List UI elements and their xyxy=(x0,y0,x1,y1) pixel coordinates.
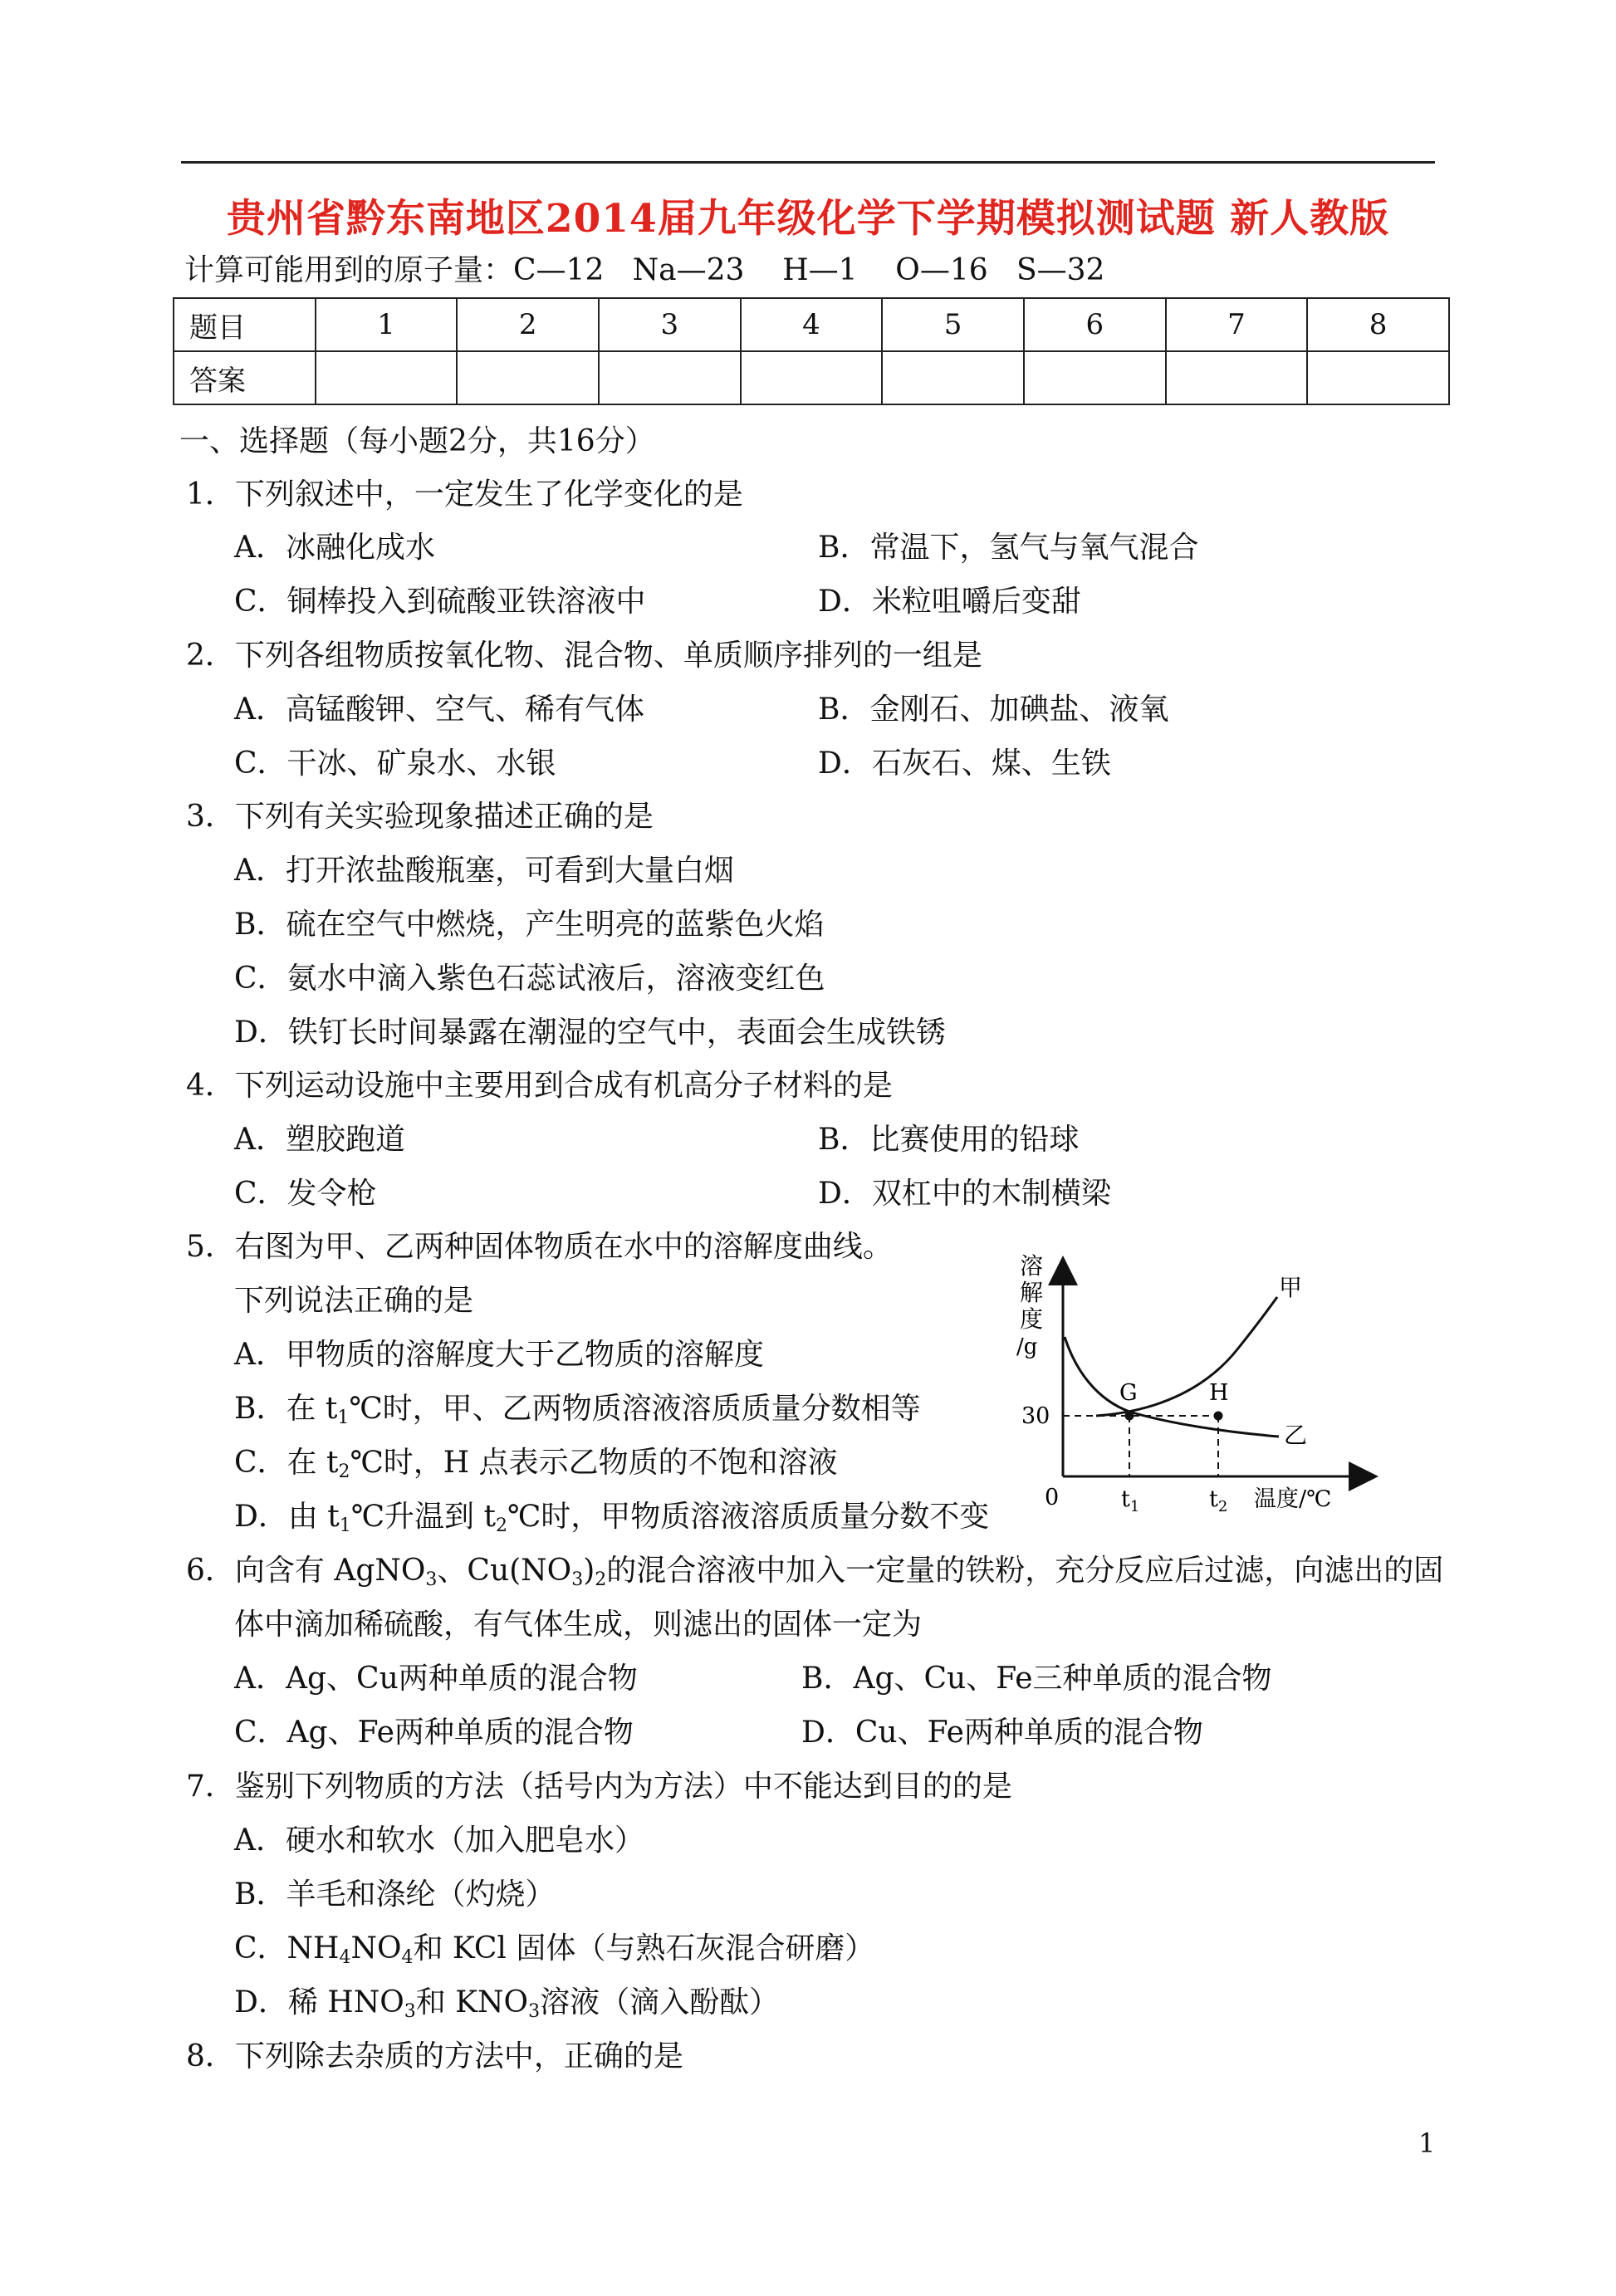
question-5-option-a: A．甲物质的溶解度大于乙物质的溶解度 xyxy=(234,1338,764,1372)
question-2-stem: 2．下列各组物质按氧化物、混合物、单质顺序排列的一组是 xyxy=(186,639,982,673)
question-7-option-c: C．$NH_4NO_4$和 KCl 固体（与熟石灰混合研磨） xyxy=(234,1931,875,1968)
table-answer-label: 答案 xyxy=(174,351,316,404)
question-6-option-b: B．Ag、Cu、Fe三种单质的混合物 xyxy=(801,1662,1272,1696)
table-cell-number: 8 xyxy=(1307,298,1449,351)
solubility-curve-graph xyxy=(1005,1246,1387,1528)
question-4-option-b: B．比赛使用的铅球 xyxy=(818,1123,1080,1157)
table-cell-number: 4 xyxy=(741,298,883,351)
y-label-char-1: 溶 xyxy=(1020,1252,1044,1280)
section-heading: 一、选择题（每小题2分，共16分） xyxy=(179,424,655,458)
table-cell-number: 3 xyxy=(599,298,741,351)
question-2-option-a: A．高锰酸钾、空气、稀有气体 xyxy=(234,693,644,727)
table-row-answers xyxy=(174,351,1449,404)
question-6-option-d: D．Cu、Fe两种单质的混合物 xyxy=(801,1716,1203,1750)
question-7-option-b: B．羊毛和涤纶（灼烧） xyxy=(234,1877,556,1912)
answer-cell[interactable] xyxy=(882,351,1024,404)
question-3-option-d: D．铁钉长时间暴露在潮湿的空气中，表面会生成铁锈 xyxy=(234,1016,946,1050)
question-3-stem: 3．下列有关实验现象描述正确的是 xyxy=(186,800,654,834)
question-2-option-d: D．石灰石、煤、生铁 xyxy=(818,747,1111,781)
question-1-option-a: A．冰融化成水 xyxy=(234,531,435,565)
answer-cell[interactable] xyxy=(316,351,458,404)
y-label-char-4: /g xyxy=(1016,1334,1038,1359)
question-2-option-b: B．金刚石、加碘盐、液氧 xyxy=(818,693,1169,727)
question-7-option-d: D．稀 $HNO_3$和 $KNO_3$溶液（滴入酚酞） xyxy=(234,1985,780,2022)
point-h-label: H xyxy=(1209,1380,1229,1406)
question-7-option-a: A．硬水和软水（加入肥皂水） xyxy=(234,1824,644,1858)
answer-cell[interactable] xyxy=(599,351,741,404)
origin-label: 0 xyxy=(1045,1485,1060,1510)
y-label-char-3: 度 xyxy=(1020,1305,1044,1333)
table-cell-number: 7 xyxy=(1166,298,1308,351)
point-g-marker xyxy=(1125,1412,1134,1421)
question-1-option-d: D．米粒咀嚼后变甜 xyxy=(818,585,1081,619)
question-5-option-b: B．在 $t_1℃$时，甲、乙两物质溶液溶质质量分数相等 xyxy=(234,1392,921,1428)
y-label-char-2: 解 xyxy=(1020,1279,1044,1306)
answer-table xyxy=(173,297,1450,405)
table-cell-number: 6 xyxy=(1024,298,1166,351)
page-number: 1 xyxy=(1418,2127,1436,2159)
question-5-option-c: C．在 $t_2℃$时，H 点表示乙物质的不饱和溶液 xyxy=(234,1446,838,1482)
series-label-yi: 乙 xyxy=(1284,1422,1308,1449)
question-4-option-a: A．塑胶跑道 xyxy=(234,1123,405,1157)
question-4-option-c: C．发令枪 xyxy=(234,1177,377,1211)
question-7-stem: 7．鉴别下列物质的方法（括号内为方法）中不能达到目的的是 xyxy=(186,1770,1012,1804)
question-1-stem: 1．下列叙述中，一定发生了化学变化的是 xyxy=(186,477,743,512)
series-label-jia: 甲 xyxy=(1279,1274,1303,1301)
question-6-option-c: C．Ag、Fe两种单质的混合物 xyxy=(234,1716,634,1750)
table-row-numbers xyxy=(174,298,1449,351)
question-2-option-c: C．干冰、矿泉水、水银 xyxy=(234,747,556,781)
question-3-option-b: B．硫在空气中燃烧，产生明亮的蓝紫色火焰 xyxy=(234,908,825,942)
question-5-option-d: D．由 $t_1℃$升温到 $t_2℃$时，甲物质溶液溶质质量分数不变 xyxy=(234,1500,990,1536)
question-5-stem: 5．右图为甲、乙两种固体物质在水中的溶解度曲线。 xyxy=(186,1230,893,1264)
question-4-option-d: D．双杠中的木制横梁 xyxy=(818,1177,1111,1211)
x-tick-t1: $t_1$ xyxy=(1121,1486,1140,1515)
question-1-option-b: B．常温下，氢气与氧气混合 xyxy=(818,531,1199,565)
header-rule xyxy=(181,161,1435,164)
point-g-label: G xyxy=(1119,1380,1138,1406)
answer-cell[interactable] xyxy=(1166,351,1308,404)
answer-cell[interactable] xyxy=(1307,351,1449,404)
page-title: 贵州省黔东南地区2014届九年级化学下学期模拟测试题 新人教版 xyxy=(226,196,1390,242)
table-header-label: 题目 xyxy=(174,298,316,351)
curve-yi xyxy=(1065,1337,1279,1437)
question-1-option-c: C．铜棒投入到硫酸亚铁溶液中 xyxy=(234,585,646,619)
question-8-stem: 8．下列除去杂质的方法中，正确的是 xyxy=(186,2039,683,2073)
y-tick-30: 30 xyxy=(1021,1403,1050,1429)
question-5-stem-2: 下列说法正确的是 xyxy=(234,1284,474,1318)
x-tick-t2: $t_2$ xyxy=(1209,1486,1228,1515)
atomic-masses: 计算可能用到的原子量：C—12 Na—23 H—1 O—16 S—32 xyxy=(184,253,1105,287)
answer-cell[interactable] xyxy=(741,351,883,404)
table-cell-number: 1 xyxy=(316,298,458,351)
table-cell-number: 5 xyxy=(882,298,1024,351)
table-cell-number: 2 xyxy=(457,298,599,351)
question-4-stem: 4．下列运动设施中主要用到合成有机高分子材料的是 xyxy=(186,1069,893,1103)
question-3-option-c: C．氨水中滴入紫色石蕊试液后，溶液变红色 xyxy=(234,962,825,996)
answer-cell[interactable] xyxy=(1024,351,1166,404)
question-6-option-a: A．Ag、Cu两种单质的混合物 xyxy=(234,1662,638,1696)
x-axis-label: 温度/℃ xyxy=(1254,1486,1332,1512)
question-3-option-a: A．打开浓盐酸瓶塞，可看到大量白烟 xyxy=(234,854,734,888)
answer-cell[interactable] xyxy=(457,351,599,404)
question-6-stem-2: 体中滴加稀硫酸，有气体生成，则滤出的固体一定为 xyxy=(234,1608,923,1642)
point-h-marker xyxy=(1214,1412,1223,1421)
question-6-stem: 6．向含有 AgNO$_3$、$Cu(NO_3)_2$的混合溶液中加入一定量的铁粉，充分反应后过滤，向滤出的固 xyxy=(186,1554,1444,1590)
